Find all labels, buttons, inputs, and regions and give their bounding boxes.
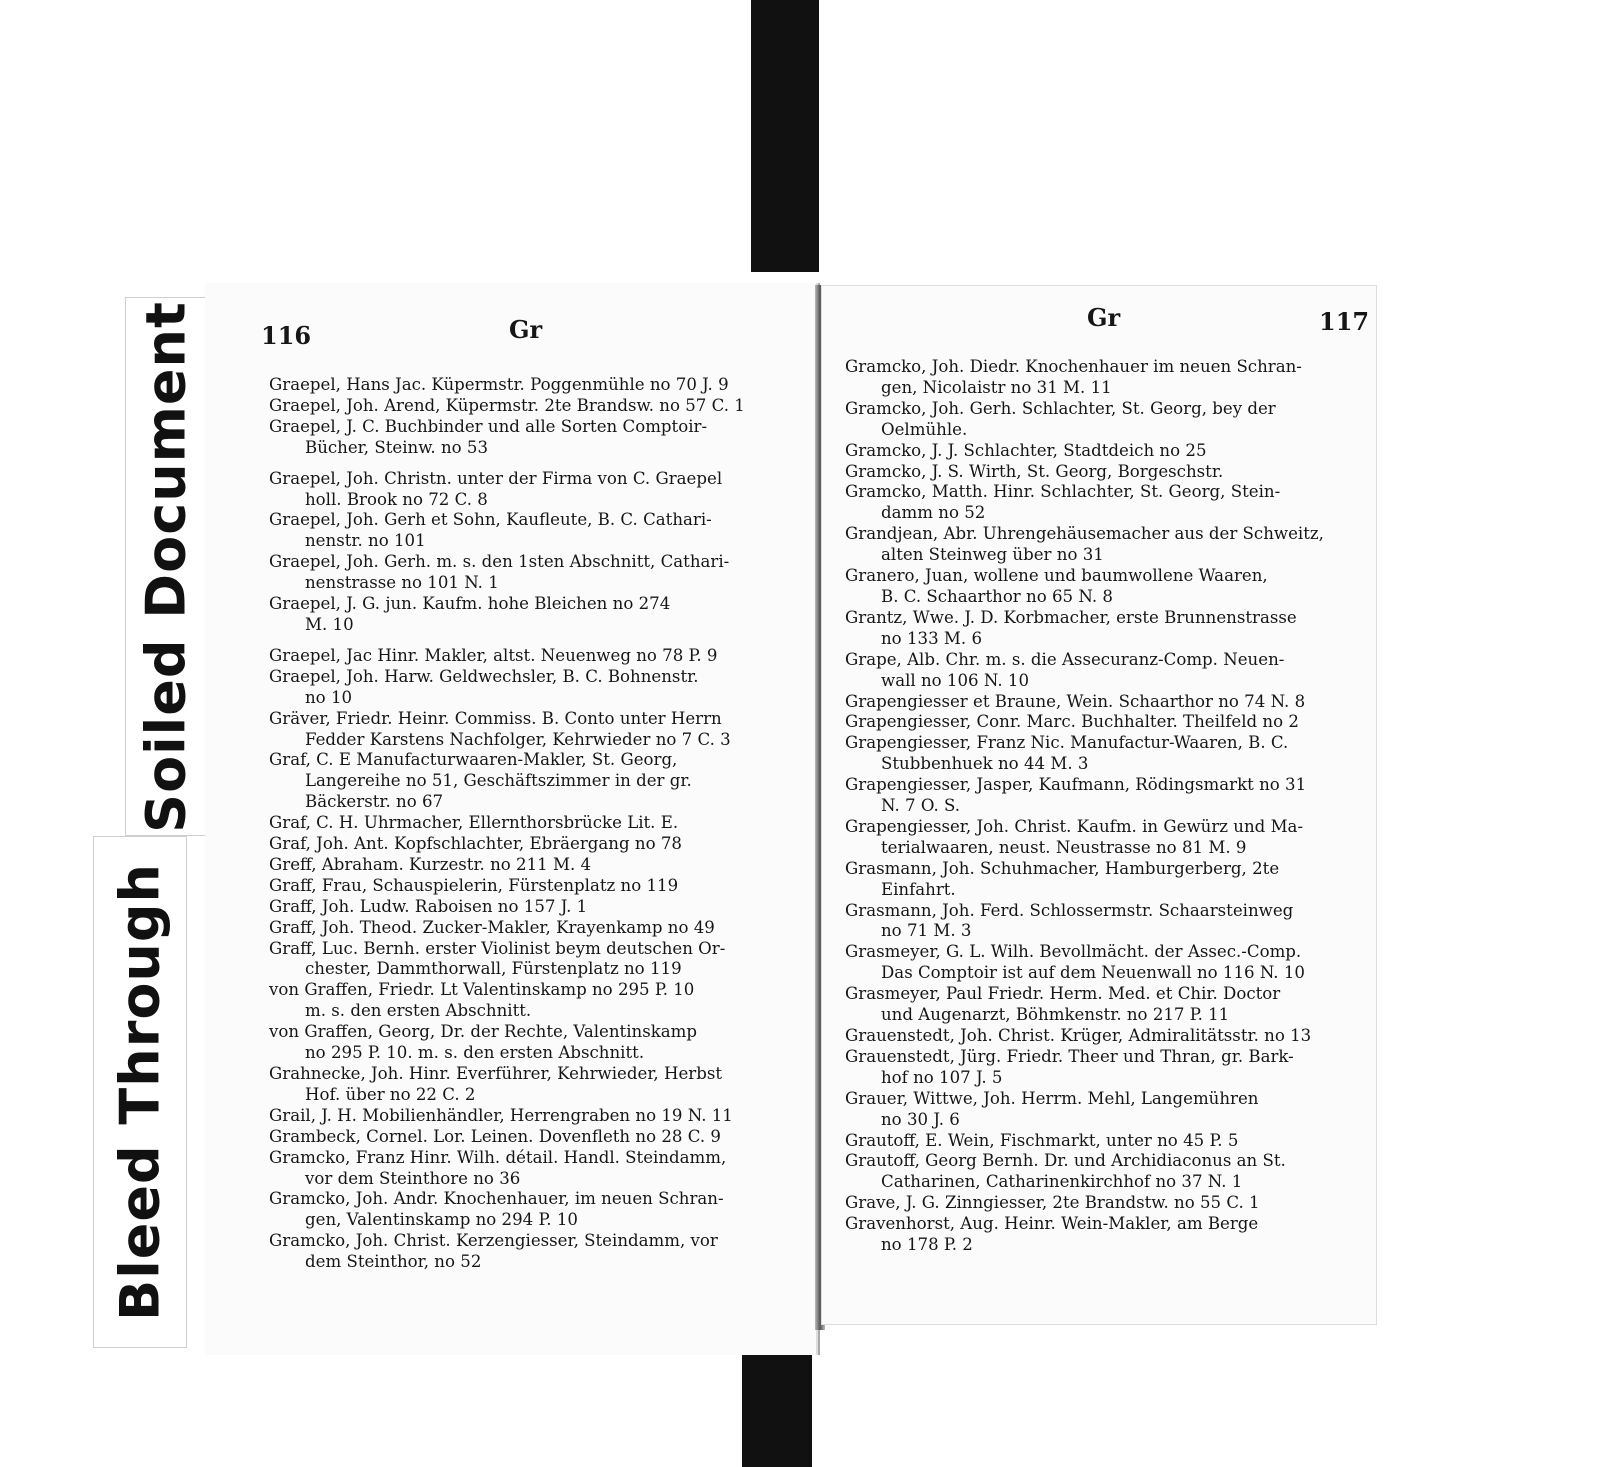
right-page: [821, 285, 1377, 1325]
entry-continuation-line: no 71 M. 3: [881, 921, 972, 941]
directory-entry: [845, 775, 1363, 817]
entry-continuation-line: no 178 P. 2: [881, 1235, 973, 1255]
entry-continuation-line: gen, Nicolaistr no 31 M. 11: [881, 377, 1112, 397]
entry-line: Graf, Joh. Ant. Kopfschlachter, Ebräergang no 78: [269, 834, 682, 854]
entry-line: Grapengiesser, Conr. Marc. Buchhalter. Theilfeld no 2: [845, 712, 1299, 732]
directory-entry: [269, 855, 789, 876]
directory-entry: [269, 1064, 789, 1106]
entry-continuation-line: N. 7 O. S.: [881, 796, 961, 816]
directory-entry: [845, 817, 1363, 859]
directory-entry: [845, 859, 1363, 901]
entry-line: Gramcko, Joh. Christ. Kerzengiesser, Steindamm, vor: [269, 1231, 718, 1251]
entry-continuation-line: Fedder Karstens Nachfolger, Kehrwieder no 7 C. 3: [305, 729, 731, 749]
directory-entry: [269, 834, 789, 855]
directory-entry: [269, 1022, 789, 1064]
directory-entry: [845, 1047, 1363, 1089]
left-section-heading: Gr: [509, 315, 543, 344]
entry-line: Grapengiesser et Braune, Wein. Schaarthor no 74 N. 8: [845, 691, 1306, 711]
directory-entry: [845, 1214, 1363, 1256]
entry-line: Grauer, Wittwe, Joh. Herrm. Mehl, Langemühren: [845, 1088, 1259, 1108]
directory-entry: [269, 469, 789, 511]
entry-line: Gramcko, Joh. Gerh. Schlachter, St. Georg, bey der: [845, 398, 1276, 418]
entry-line: Grautoff, E. Wein, Fischmarkt, unter no 45 P. 5: [845, 1130, 1239, 1150]
entry-line: Grail, J. H. Mobilienhändler, Herrengraben no 19 N. 11: [269, 1105, 733, 1125]
entry-line: Grasmeyer, G. L. Wilh. Bevollmächt. der Assec.-Comp.: [845, 942, 1302, 962]
entry-line: Graepel, Joh. Christn. unter der Firma von C. Graepel: [269, 468, 723, 488]
entry-line: von Graffen, Friedr. Lt Valentinskamp no 295 P. 10: [269, 980, 695, 1000]
directory-entry: [269, 709, 789, 751]
left-page-number: 116: [261, 321, 312, 350]
directory-entry: [845, 1089, 1363, 1131]
entry-line: Granero, Juan, wollene und baumwollene Waaren,: [845, 566, 1268, 586]
entry-line: Grahnecke, Joh. Hinr. Everführer, Kehrwieder, Herbst: [269, 1064, 723, 1083]
entry-line: Gramcko, Joh. Andr. Knochenhauer, im neuen Schran-: [269, 1189, 724, 1209]
entry-line: von Graffen, Georg, Dr. der Rechte, Valentinskamp: [269, 1022, 698, 1042]
directory-entry: [845, 608, 1363, 650]
directory-entry: [845, 692, 1363, 713]
directory-entry: [845, 1026, 1363, 1047]
entry-continuation-line: m. s. den ersten Abschnitt.: [305, 1001, 532, 1021]
entry-line: Grantz, Wwe. J. D. Korbmacher, erste Brunnenstrasse: [845, 607, 1297, 627]
entry-continuation-line: Stubbenhuek no 44 M. 3: [881, 754, 1089, 774]
entry-continuation-line: Hof. über no 22 C. 2: [305, 1084, 476, 1104]
entry-line: Grapengiesser, Joh. Christ. Kaufm. in Gewürz und Ma-: [845, 816, 1304, 836]
entry-line: Graepel, J. C. Buchbinder und alle Sorten Comptoir-: [269, 416, 708, 436]
entry-continuation-line: no 133 M. 6: [881, 628, 982, 648]
directory-entry: [269, 417, 789, 459]
entry-line: Gramcko, Franz Hinr. Wilh. détail. Handl. Steindamm,: [269, 1147, 727, 1167]
directory-entry: [269, 646, 789, 667]
directory-entry: [269, 510, 789, 552]
entry-line: Graff, Joh. Theod. Zucker-Makler, Krayenkamp no 49: [269, 917, 715, 937]
left-page: [205, 283, 820, 1355]
entry-line: Grambeck, Cornel. Lor. Leinen. Dovenfleth no 28 C. 9: [269, 1126, 721, 1146]
entry-continuation-line: no 30 J. 6: [881, 1109, 960, 1129]
entry-continuation-line: Oelmühle.: [881, 419, 968, 439]
directory-entry: [845, 399, 1363, 441]
directory-entry: [269, 750, 789, 813]
entry-line: Graepel, Joh. Gerh. m. s. den 1sten Abschnitt, Cathari-: [269, 552, 730, 572]
directory-entry: [269, 1127, 789, 1148]
directory-entry: [269, 980, 789, 1022]
entry-line: Gramcko, J. S. Wirth, St. Georg, Borgeschstr.: [845, 461, 1224, 481]
directory-entry: [269, 1148, 789, 1190]
entry-line: Grasmeyer, Paul Friedr. Herm. Med. et Chir. Doctor: [845, 984, 1281, 1004]
directory-entry: [845, 733, 1363, 775]
bleed-through-label: [93, 836, 187, 1348]
directory-entry: [269, 594, 789, 636]
entry-line: Graepel, J. G. jun. Kaufm. hohe Bleichen no 274: [269, 594, 671, 614]
entry-line: Grave, J. G. Zinngiesser, 2te Brandstw. no 55 C. 1: [845, 1193, 1260, 1213]
entry-continuation-line: no 295 P. 10. m. s. den ersten Abschnitt.: [305, 1043, 645, 1063]
entry-continuation-line: gen, Valentinskamp no 294 P. 10: [305, 1210, 578, 1230]
directory-entry: [845, 566, 1363, 608]
entry-line: Graepel, Joh. Gerh et Sohn, Kaufleute, B. C. Cathari-: [269, 510, 712, 530]
directory-entry: [845, 357, 1363, 399]
entry-continuation-line: damm no 52: [881, 503, 986, 523]
directory-entry: [845, 482, 1363, 524]
entry-line: Grauenstedt, Joh. Christ. Krüger, Admiralitätsstr. no 13: [845, 1026, 1312, 1045]
entry-line: Graff, Luc. Bernh. erster Violinist beym deutschen Or-: [269, 938, 726, 958]
entry-continuation-line: nenstrasse no 101 N. 1: [305, 573, 499, 593]
entry-continuation-line: dem Steinthor, no 52: [305, 1252, 482, 1272]
left-entry-list: [269, 375, 789, 1273]
entry-continuation-line: holl. Brook no 72 C. 8: [305, 489, 488, 509]
entry-continuation-line: wall no 106 N. 10: [881, 670, 1030, 690]
directory-entry: [845, 650, 1363, 692]
directory-entry: [845, 441, 1363, 462]
entry-continuation-line: Catharinen, Catharinenkirchhof no 37 N. 1: [881, 1172, 1243, 1192]
directory-entry: [269, 876, 789, 897]
entry-line: Grasmann, Joh. Schuhmacher, Hamburgerberg, 2te: [845, 858, 1280, 878]
entry-continuation-line: Bäckerstr. no 67: [305, 792, 444, 812]
directory-entry: [269, 1106, 789, 1127]
entry-line: Gramcko, Joh. Diedr. Knochenhauer im neuen Schran-: [845, 357, 1302, 376]
directory-entry: [269, 396, 789, 417]
entry-continuation-line: terialwaaren, neust. Neustrasse no 81 M. 9: [881, 837, 1247, 857]
directory-entry: [269, 939, 789, 981]
entry-line: Graf, C. E Manufacturwaaren-Makler, St. Georg,: [269, 750, 678, 770]
directory-entry: [269, 897, 789, 918]
right-section-heading: Gr: [1087, 303, 1121, 332]
entry-continuation-line: B. C. Schaarthor no 65 N. 8: [881, 586, 1113, 606]
entry-line: Gräver, Friedr. Heinr. Commiss. B. Conto unter Herrn: [269, 708, 722, 728]
entry-line: Grapengiesser, Franz Nic. Manufactur-Waaren, B. C.: [845, 733, 1289, 753]
entry-continuation-line: vor dem Steinthore no 36: [305, 1168, 521, 1188]
directory-entry: [845, 524, 1363, 566]
entry-continuation-line: M. 10: [305, 614, 354, 634]
entry-line: Graepel, Jac Hinr. Makler, altst. Neuenweg no 78 P. 9: [269, 645, 718, 665]
entry-line: Gramcko, Matth. Hinr. Schlachter, St. Georg, Stein-: [845, 482, 1281, 502]
entry-line: Greff, Abraham. Kurzestr. no 211 M. 4: [269, 854, 592, 874]
entry-line: Graf, C. H. Uhrmacher, Ellernthorsbrücke Lit. E.: [269, 813, 679, 833]
entry-continuation-line: Einfahrt.: [881, 879, 956, 899]
bottom-binding-strip: [742, 1338, 812, 1467]
directory-entry: [845, 712, 1363, 733]
entry-line: Grape, Alb. Chr. m. s. die Assecuranz-Comp. Neuen-: [845, 649, 1285, 669]
entry-line: Grandjean, Abr. Uhrengehäusemacher aus der Schweitz,: [845, 524, 1324, 544]
directory-entry: [845, 1151, 1363, 1193]
entry-line: Gravenhorst, Aug. Heinr. Wein-Makler, am Berge: [845, 1214, 1259, 1234]
directory-entry: [269, 552, 789, 594]
entry-continuation-line: nenstr. no 101: [305, 531, 426, 551]
entry-line: Graff, Frau, Schauspielerin, Fürstenplatz no 119: [269, 875, 679, 895]
directory-entry: [269, 667, 789, 709]
directory-entry: [269, 375, 789, 396]
soiled-document-text: Soiled Document: [134, 300, 198, 833]
entry-continuation-line: Langereihe no 51, Geschäftszimmer in der gr.: [305, 771, 692, 791]
entry-continuation-line: Das Comptoir ist auf dem Neuenwall no 116 N. 10: [881, 963, 1305, 983]
directory-entry: [845, 1193, 1363, 1214]
directory-entry: [845, 984, 1363, 1026]
directory-entry: [269, 1189, 789, 1231]
right-entry-list: [845, 357, 1363, 1256]
entry-continuation-line: alten Steinweg über no 31: [881, 545, 1104, 565]
directory-entry: [845, 462, 1363, 483]
entry-line: Gramcko, J. J. Schlachter, Stadtdeich no 25: [845, 440, 1207, 460]
directory-entry: [845, 942, 1363, 984]
bleed-through-text: Bleed Through: [108, 863, 172, 1321]
entry-line: Graepel, Hans Jac. Küpermstr. Poggenmühle no 70 J. 9: [269, 375, 729, 394]
entry-continuation-line: hof no 107 J. 5: [881, 1067, 1003, 1087]
entry-continuation-line: Bücher, Steinw. no 53: [305, 437, 489, 457]
right-page-number: 117: [1319, 307, 1370, 336]
entry-line: Grasmann, Joh. Ferd. Schlossermstr. Schaarsteinweg: [845, 900, 1294, 920]
directory-entry: [845, 1131, 1363, 1152]
entry-line: Grauenstedt, Jürg. Friedr. Theer und Thran, gr. Bark-: [845, 1046, 1294, 1066]
entry-line: Grapengiesser, Jasper, Kaufmann, Rödingsmarkt no 31: [845, 775, 1307, 795]
top-binding-strip: [751, 0, 819, 272]
soiled-document-label: [125, 297, 207, 836]
entry-line: Grautoff, Georg Bernh. Dr. und Archidiaconus an St.: [845, 1151, 1286, 1171]
entry-line: Graff, Joh. Ludw. Raboisen no 157 J. 1: [269, 896, 588, 916]
entry-line: Graepel, Joh. Harw. Geldwechsler, B. C. Bohnenstr.: [269, 666, 699, 686]
entry-line: Graepel, Joh. Arend, Küpermstr. 2te Brandsw. no 57 C. 1: [269, 395, 745, 415]
directory-entry: [269, 813, 789, 834]
entry-continuation-line: chester, Dammthorwall, Fürstenplatz no 119: [305, 959, 682, 979]
directory-entry: [845, 901, 1363, 943]
directory-entry: [269, 918, 789, 939]
directory-entry: [269, 1231, 789, 1273]
entry-continuation-line: und Augenarzt, Böhmkenstr. no 217 P. 11: [881, 1005, 1230, 1025]
entry-continuation-line: no 10: [305, 687, 353, 707]
